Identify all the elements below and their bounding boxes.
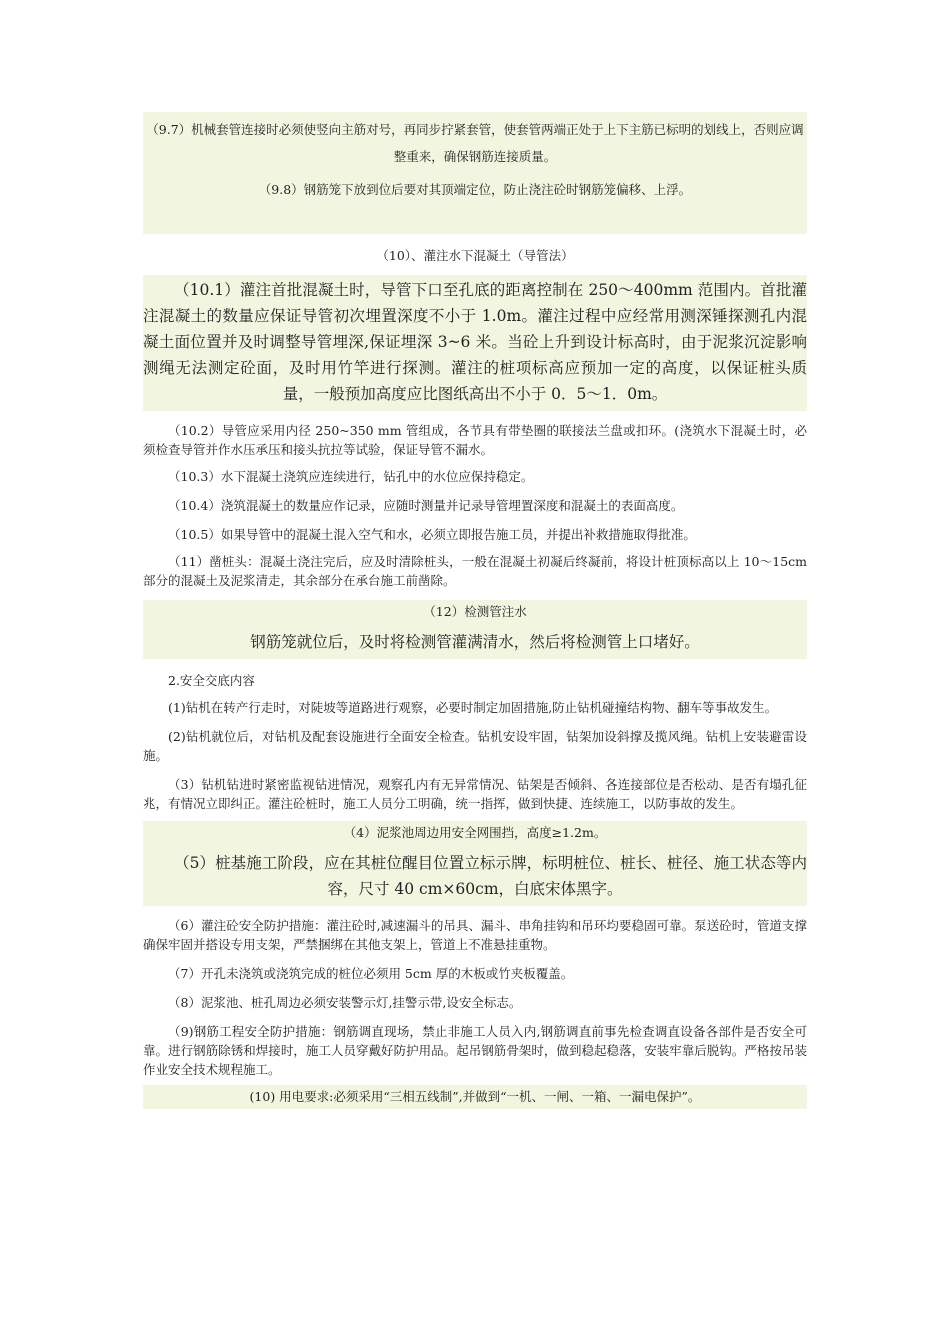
heading-10: （10）、灌注水下混凝土（导管法） — [376, 248, 574, 263]
safety-2: (2)钻机就位后，对钻机及配套设施进行全面安全检查。钻机安设牢固，钻架加设斜撑及揽风绳。钻机上安装避雷设施。 — [143, 729, 807, 763]
highlight-block-10-1 — [143, 275, 807, 411]
para-10-2: （10.2）导管应采用内径 250~350 mm 管组成，各节具有带垫圈的联接法兰盘或扣环。(浇筑水下混凝土时，必须检查导管并作水压承压和接头抗拉等试验，保证导管不漏水。 — [143, 423, 807, 457]
safety-8: （8）泥浆池、桩孔周边必须安装警示灯,挂警示带,设安全标志。 — [168, 995, 522, 1010]
safety-9: （9)钢筋工程安全防护措施：钢筋调直现场，禁止非施工人员入内,钢筋调直前事先检查调直设备各部件是否安全可靠。进行钢筋除锈和焊接时，施工人员穿戴好防护用品。起吊钢筋骨架时，做到稳起稳落，安装牢靠后脱钩。严格按吊装作业安全技术规程施工。 — [143, 1024, 807, 1077]
highlight-block-safety-10 — [143, 1085, 807, 1109]
document-body — [143, 112, 807, 1109]
para-10-3: （10.3）水下混凝土浇筑应连续进行，钻孔中的水位应保持稳定。 — [168, 469, 534, 484]
safety-10: (10) 用电要求:必须采用“三相五线制”,并做到“一机、一闸、一箱、一漏电保护”。 — [249, 1089, 701, 1104]
safety-6: （6）灌注砼安全防护措施：灌注砼时,减速漏斗的吊具、漏斗、串角挂钩和吊环均要稳固可靠。泵送砼时，管道支撑确保牢固并搭设专用支架，严禁捆绑在其他支架上，管道上不准悬挂重物。 — [143, 918, 807, 952]
safety-1: (1)钻机在转产行走时，对陡坡等道路进行观察，必要时制定加固措施,防止钻机碰撞结构物、翻车等事故发生。 — [168, 700, 778, 715]
para-10-4: （10.4）浇筑混凝土的数量应作记录，应随时测量并记录导管埋置深度和混凝土的表面高度。 — [168, 498, 684, 513]
highlight-block-9 — [143, 112, 807, 234]
highlight-block-12 — [143, 600, 807, 659]
para-9-8: （9.8）钢筋笼下放到位后要对其顶端定位，防止浇注砼时钢筋笼偏移、上浮。 — [258, 182, 692, 197]
safety-3: （3）钻机钻进时紧密监视钻进情况，观察孔内有无异常情况、钻架是否倾斜、各连接部位是否松动、是否有塌孔征兆，有情况立即纠正。灌注砼桩时，施工人员分工明确，统一指挥，做到快捷、连续施工，以防事故的发生。 — [143, 777, 807, 811]
safety-7: （7）开孔未浇筑或浇筑完成的桩位必须用 5cm 厚的木板或竹夹板覆盖。 — [168, 966, 574, 981]
highlight-block-safety-4-5 — [143, 821, 807, 906]
para-10-1: （10.1）灌注首批混凝土时，导管下口至孔底的距离控制在 250～400mm 范围内。首批灌注混凝土的数量应保证导管初次埋置深度不小于 1.0m。灌注过程中应经常用测深锤探测孔内混凝土面位置并及时调整导管埋深,保证埋深 3~6 米。当砼上升到设计标高时，由于泥浆沉淀影响测绳无法测定砼面，及时用竹竿进行探测。灌注的桩项标高应预加一定的高度，以保证桩头质量，一般预加高度应比图纸高出不小于 0．5～1．0m。 — [143, 281, 807, 403]
para-11: （11）凿桩头：混凝土浇注完后，应及时清除桩头，一般在混凝土初凝后终凝前，将设计桩顶标高以上 10～15cm 部分的混凝土及泥浆清走，其余部分在承台施工前凿除。 — [143, 554, 807, 588]
safety-5: （5）桩基施工阶段，应在其桩位醒目位置立标示牌，标明桩位、桩长、桩径、施工状态等内容，尺寸 40 cm×60cm，白底宋体黑字。 — [174, 854, 807, 898]
heading-12: （12）检测管注水 — [423, 604, 527, 619]
para-9-7: （9.7）机械套管连接时必须使竖向主筋对号，再同步拧紧套管，使套管两端正处于上下主筋已标明的划线上，否则应调整重来，确保钢筋连接质量。 — [146, 122, 804, 164]
para-10-5: （10.5）如果导管中的混凝土混入空气和水，必须立即报告施工员，并提出补救措施取得批准。 — [168, 527, 696, 542]
safety-4: （4）泥浆池周边用安全网围挡，高度≥1.2m。 — [343, 825, 607, 840]
heading-safety: 2.安全交底内容 — [168, 673, 255, 688]
para-12: 钢筋笼就位后，及时将检测管灌满清水，然后将检测管上口堵好。 — [250, 633, 700, 651]
